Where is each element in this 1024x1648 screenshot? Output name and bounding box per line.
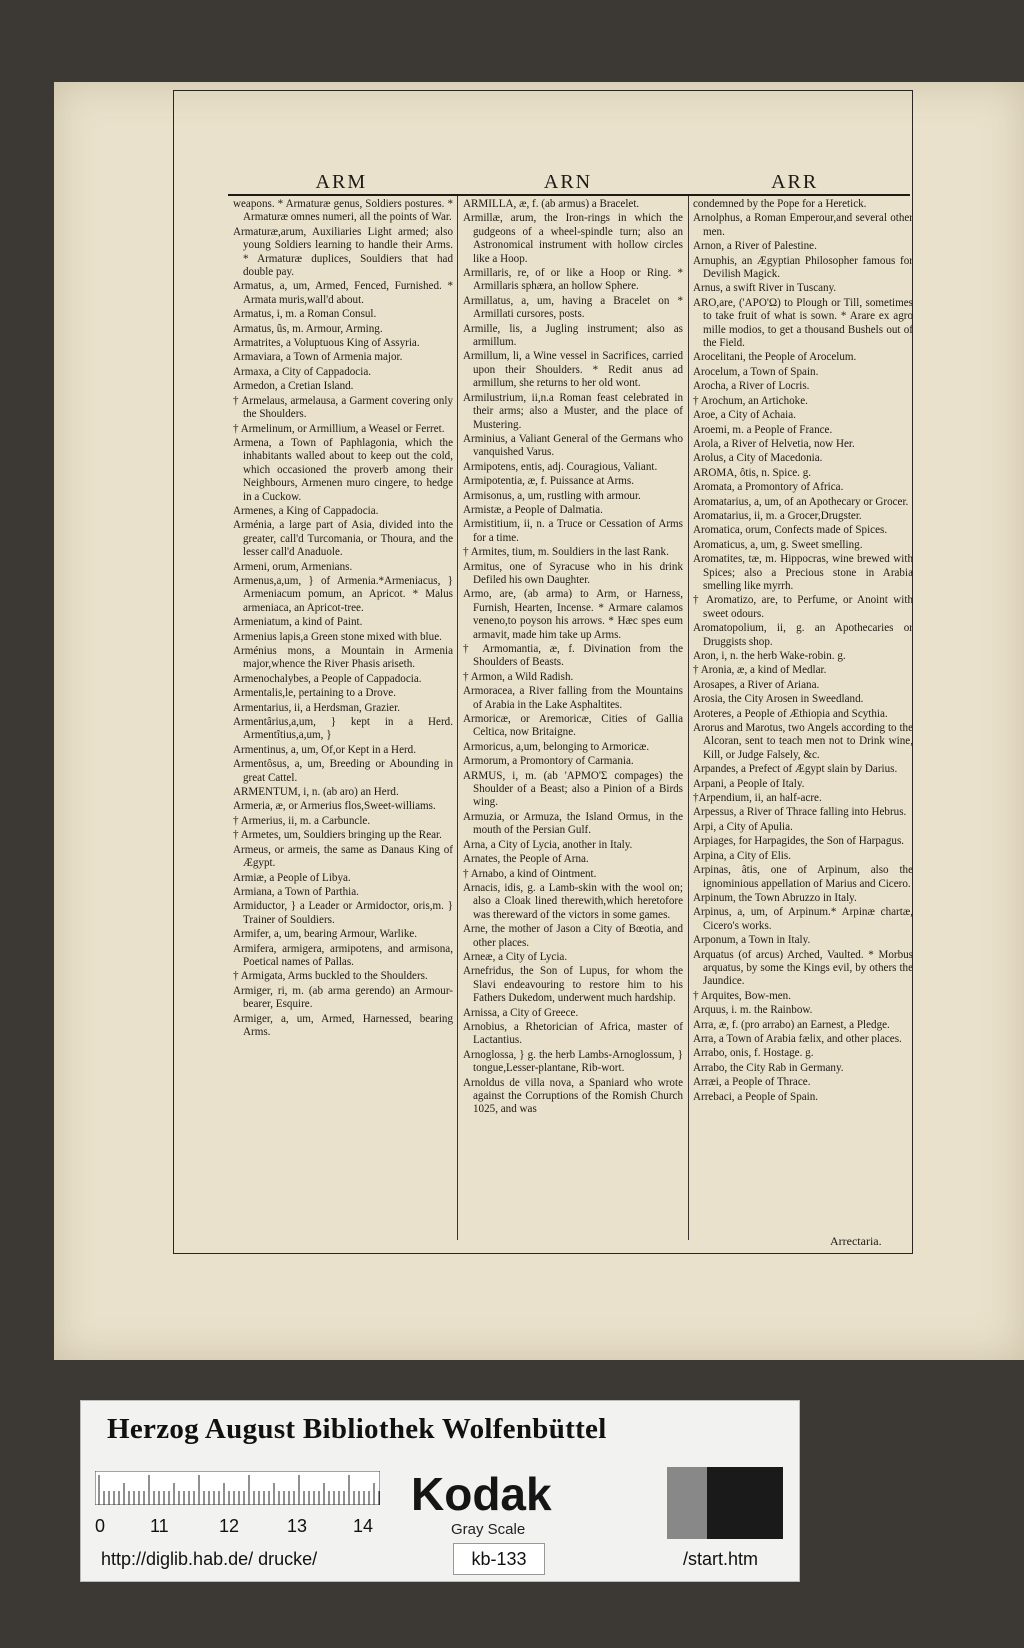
dictionary-column-2 xyxy=(463,198,683,1233)
dictionary-entry: Armiductor, } a Leader or Armidoctor, oris,m. } Trainer of Souldiers. xyxy=(233,900,453,926)
dictionary-entry: AROMA, ôtis, n. Spice. g. xyxy=(693,466,812,479)
dictionary-entry: Armaturæ,arum, Auxiliaries Light armed; also young Soldiers learning to handle their Arms. * Armaturæ duplices, Souldiers that had double pay. xyxy=(233,225,453,279)
dictionary-entry: Aromatica, orum, Confects made of Spices. xyxy=(693,524,888,537)
dictionary-entry: Arrebaci, a People of Spain. xyxy=(693,1090,819,1103)
dictionary-entry: Armistæ, a People of Dalmatia. xyxy=(463,503,603,516)
dictionary-entry: Arra, æ, f. (pro arrabo) an Earnest, a Pledge. xyxy=(693,1018,890,1031)
dictionary-entry: Armena, a Town of Paphlagonia, which the inhabitants walled about to keep out the cold, which occasioned the proverb among their Neighbours, Armenen muro cingere, to hedge in a Cuckow. xyxy=(233,436,453,503)
dictionary-entry: Arosia, the City Arosen in Sweedland. xyxy=(693,693,864,706)
start-url: /start.htm xyxy=(683,1549,759,1569)
dictionary-entry: † Armites, tium, m. Souldiers in the last Rank. xyxy=(463,546,669,559)
dictionary-entry: Arpessus, a River of Thrace falling into Hebrus. xyxy=(693,806,907,819)
dictionary-entry: Aromatarius, a, um, of an Apothecary or Grocer. xyxy=(693,495,909,508)
dictionary-entry: Armistitium, ii, n. a Truce or Cessation of Arms for a time. xyxy=(463,518,683,544)
dictionary-entry: Armuzia, or Armuza, the Island Ormus, in the mouth of the Persian Gulf. xyxy=(463,810,683,837)
dictionary-entry: ARMILLA, æ, f. (ab armus) a Bracelet. xyxy=(463,198,640,210)
dictionary-entry: Armiana, a Town of Parthia. xyxy=(233,885,359,898)
dictionary-entry: Armenius lapis,a Green stone mixed with blue. xyxy=(233,630,442,643)
dictionary-entry: Armaviara, a Town of Armenia major. xyxy=(233,351,403,364)
dictionary-entry: Armillæ, arum, the Iron-rings in which the gudgeons of a wheel-spindle turn; also an Astronomical instrument with hollow circles like a Hoop. xyxy=(463,212,683,265)
dictionary-entry: Arquus, i. m. the Rainbow. xyxy=(693,1004,813,1017)
dictionary-entry: ARMENTUM, i, n. (ab aro) an Herd. xyxy=(233,786,399,799)
dictionary-entry: Arocha, a River of Locris. xyxy=(693,380,810,393)
dictionary-entry: † Aromatizo, are, to Perfume, or Anoint with sweet odours. xyxy=(693,594,913,620)
dictionary-entry: Armatus, a, um, Armed, Fenced, Furnished. * Armata muris,wall'd about. xyxy=(233,280,453,306)
dictionary-entry: Armatus, i, m. a Roman Consul. xyxy=(233,308,377,321)
dictionary-entry: Armoricus, a,um, belonging to Armoricæ. xyxy=(463,740,650,753)
dictionary-entry: Arménia, a large part of Asia, divided into the greater, call'd Turcomania, or Thoura, and the lesser call'd Anaduole. xyxy=(233,519,453,559)
dictionary-entry: Arnoglossa, } g. the herb Lambs-Arnoglossum, } tongue,Lesser-plantane, Rib-wort. xyxy=(463,1048,683,1075)
dictionary-entry: Aron, i, n. the herb Wake-robin. g. xyxy=(693,650,846,662)
dictionary-entry: Aromatites, tæ, m. Hippocras, wine brewed with Spices; also a Precious stone in Arabia smelling like myrrh. xyxy=(693,553,913,592)
archive-label-card xyxy=(80,1400,800,1582)
dictionary-entry: Arpandes, a Prefect of Ægypt slain by Darius. xyxy=(693,763,898,776)
dictionary-entry: Arménius mons, a Mountain in Armenia major,whence the River Phasis ariseth. xyxy=(233,645,453,671)
dictionary-entry: Armaxa, a City of Cappadocia. xyxy=(233,365,372,378)
dictionary-entry: Armeniatum, a kind of Paint. xyxy=(233,616,363,629)
dictionary-entry: ARMUS, i, m. (ab 'ΑΡΜΟ'Σ compages) the Shoulder of a Beast; also a Pinion of a Birds wing. xyxy=(463,769,683,809)
dictionary-entry: Armifera, armigera, armipotens, and armisona, Poetical names of Pallas. xyxy=(233,942,453,968)
dictionary-entry: Armilustrium, ii,n.a Roman feast celebrated in their arms; also a Muster, and the place of Mustering. xyxy=(463,391,683,431)
dictionary-entry: Armille, lis, a Jugling instrument; also as armillum. xyxy=(463,322,683,349)
dictionary-entry: Armipotens, entis, adj. Couragious, Valiant. xyxy=(463,460,658,473)
dictionary-entry: Arpani, a People of Italy. xyxy=(693,777,805,790)
dictionary-entry: †Arpendium, ii, an half-acre. xyxy=(693,792,822,805)
dictionary-entry: Arpina, a City of Elis. xyxy=(693,849,791,862)
ruler-number: 11 xyxy=(150,1516,169,1536)
dictionary-entry: Armenes, a King of Cappadocia. xyxy=(233,504,379,517)
dictionary-entry: Arneæ, a City of Lycia. xyxy=(463,950,568,963)
library-url: http://diglib.hab.de/ drucke/ xyxy=(101,1549,318,1569)
dictionary-entry: Arola, a River of Helvetia, now Her. xyxy=(693,437,855,450)
running-header xyxy=(228,168,908,194)
dictionary-entry: Arosapes, a River of Ariana. xyxy=(693,678,820,691)
dictionary-entry: Arpinus, a, um, of Arpinum.* Arpinæ chartæ, Cicero's works. xyxy=(693,906,913,932)
dictionary-entry: Armatus, ûs, m. Armour, Arming. xyxy=(233,322,383,335)
dictionary-entry: Armedon, a Cretian Island. xyxy=(233,380,354,393)
dictionary-entry: Aromatopolium, ii, g. an Apothecaries or Druggists shop. xyxy=(693,622,913,648)
dictionary-entry: weapons. * Armaturæ genus, Soldiers postures. * Armaturæ omnes numeri, all the points of War. xyxy=(233,198,453,224)
dictionary-entry: † Aronia, æ, a kind of Medlar. xyxy=(693,664,827,677)
dictionary-entry: Armenochalybes, a People of Cappadocia. xyxy=(233,672,422,685)
dictionary-entry: Armiger, a, um, Armed, Harnessed, bearing Arms. xyxy=(233,1012,453,1038)
dictionary-entry: Arnissa, a City of Greece. xyxy=(463,1006,579,1019)
dictionary-entry: Arocelitani, the People of Arocelum. xyxy=(693,351,857,364)
dictionary-entry: Armentarius, ii, a Herdsman, Grazier. xyxy=(233,701,400,714)
dictionary-entry: Arnuphis, an Ægyptian Philosopher famous for Devilish Magick. xyxy=(693,254,913,281)
dictionary-entry: Arnacis, idis, g. a Lamb-skin with the wool on; also a Cloak lined therewith,which heretofore was thereward of the victors in some games. xyxy=(463,881,683,921)
dictionary-entry: Armentârius,a,um, } kept in a Herd. Armentîtius,a,um, } xyxy=(233,716,453,742)
dictionary-entry: condemned by the Pope for a Heretick. xyxy=(693,198,867,210)
dictionary-entry: Arræi, a People of Thrace. xyxy=(693,1076,811,1089)
dictionary-entry: Arpinas, âtis, one of Arpinum, also the ignominious appellation of Marius and Cicero. xyxy=(693,864,913,890)
dictionary-entry: Aromata, a Promontory of Africa. xyxy=(693,481,844,494)
dictionary-entry: Arpiages, for Harpagides, the Son of Harpagus. xyxy=(693,835,905,848)
dictionary-entry: Armillaris, re, of or like a Hoop or Ring. * Armillaris sphæra, an hollow Sphere. xyxy=(463,267,683,293)
dictionary-entry: Arnolphus, a Roman Emperour,and several other men. xyxy=(693,212,913,238)
dictionary-entry: Arorus and Marotus, two Angels according to the Alcoran, sent to teach men not to Drink wine, Kill, or Judge Falsely, &c. xyxy=(693,722,913,761)
header-rule xyxy=(228,194,910,196)
column-divider xyxy=(457,196,458,1240)
shelf-code: kb-133 xyxy=(453,1543,545,1575)
dictionary-entry: † Armomantia, æ, f. Divination from the Shoulders of Beasts. xyxy=(463,643,683,669)
gray-patch xyxy=(667,1467,707,1539)
ruler-number: 14 xyxy=(353,1516,374,1536)
dictionary-entry: Arra, a Town of Arabia fælix, and other places. xyxy=(693,1032,902,1045)
ruler-scale xyxy=(95,1471,380,1505)
dictionary-entry: † Armon, a Wild Radish. xyxy=(463,670,574,683)
dictionary-entry: Arquatus (of arcus) Arched, Vaulted. * Morbus arquatus, by some the Kings evil, by others the Jaundice. xyxy=(693,948,913,988)
dictionary-entry: † Armelaus, armelausa, a Garment covering only the Shoulders. xyxy=(233,394,453,421)
library-name: Herzog August Bibliothek Wolfenbüttel xyxy=(107,1413,607,1445)
dictionary-entry: Armoracea, a River falling from the Mountains of Arabia in the Lake Asphaltites. xyxy=(463,685,683,711)
dictionary-entry: Armentinus, a, um, Of,or Kept in a Herd. xyxy=(233,743,417,756)
dictionary-entry: † Armerius, ii, m. a Carbuncle. xyxy=(233,814,371,827)
kodak-logo: Kodak xyxy=(411,1468,552,1520)
ruler-number: 0 xyxy=(95,1516,106,1536)
dictionary-entry: Aroemi, m. a People of France. xyxy=(693,423,833,436)
dictionary-entry: Arolus, a City of Macedonia. xyxy=(693,452,823,465)
dictionary-entry: Armeria, æ, or Armerius flos,Sweet-williams. xyxy=(233,800,436,813)
dictionary-entry: Arponum, a Town in Italy. xyxy=(693,934,811,947)
header-left: ARM xyxy=(315,171,368,193)
gray-scale-label: Gray Scale xyxy=(451,1521,526,1538)
dictionary-entry: Armillum, li, a Wine vessel in Sacrifices, carried upon their Shoulders. * Redit anus ad armillum, she returns to her old wont. xyxy=(463,350,683,390)
dictionary-entry: † Armetes, um, Souldiers bringing up the Rear. xyxy=(233,829,442,842)
dictionary-entry: Arrabo, onis, f. Hostage. g. xyxy=(693,1047,814,1060)
dictionary-entry: Aroe, a City of Achaia. xyxy=(693,409,796,422)
dictionary-entry: Arocelum, a Town of Spain. xyxy=(693,365,819,378)
dictionary-entry: Arnus, a swift River in Tuscany. xyxy=(693,282,837,295)
ruler-number: 13 xyxy=(287,1516,308,1536)
dictionary-entry: † Arnabo, a kind of Ointment. xyxy=(463,867,597,880)
dictionary-entry: Armisonus, a, um, rustling with armour. xyxy=(463,489,641,502)
dictionary-entry: Armentôsus, a, um, Breeding or Abounding in great Cattel. xyxy=(233,758,453,784)
dictionary-entry: Armiger, ri, m. (ab arma gerendo) an Armour-bearer, Esquire. xyxy=(233,984,453,1011)
dictionary-entry: Aromatarius, ii, m. a Grocer,Drugster. xyxy=(693,509,862,522)
dictionary-entry: Armeni, orum, Armenians. xyxy=(233,560,353,573)
ruler-numbers xyxy=(95,1516,415,1540)
dictionary-entry: Aroteres, a People of Æthiopia and Scythia. xyxy=(693,707,888,720)
column-divider xyxy=(688,196,689,1240)
dictionary-entry: Armifer, a, um, bearing Armour, Warlike. xyxy=(233,928,418,941)
dictionary-entry: † Armelinum, or Armillium, a Weasel or Ferret. xyxy=(233,422,445,435)
dictionary-entry: Armatrites, a Voluptuous King of Assyria. xyxy=(233,337,420,350)
dictionary-entry: Arnefridus, the Son of Lupus, for whom the Slavi endeavouring to restore him to his Fathers Dukedom, underwent much hardship. xyxy=(463,965,683,1005)
dictionary-entry: Arnates, the People of Arna. xyxy=(463,853,589,866)
dictionary-entry: Armipotentia, æ, f. Puissance at Arms. xyxy=(463,475,635,488)
dictionary-entry: Armenus,a,um, } of Armenia.*Armeniacus, } Armeniacum pomum, an Apricot. * Malus armeniaca, an Apricot-tree. xyxy=(233,574,453,614)
black-patch xyxy=(707,1467,783,1539)
dictionary-entry: Arpinum, the Town Abruzzo in Italy. xyxy=(693,891,857,904)
dictionary-entry: Arnoldus de villa nova, a Spaniard who wrote against the Corruptions of the Romish Church 1025, and was xyxy=(463,1076,683,1116)
dictionary-entry: Armeus, or armeis, the same as Danaus King of Ægypt. xyxy=(233,843,453,870)
dictionary-column-1 xyxy=(233,198,453,1233)
dictionary-entry: Armo, are, (ab arma) to Arm, or Harness, Furnish, Hearten, Incense. * Armare calamos veneno,to poyson his arrows. * Hæc spes eum armavit, made him take up Arms. xyxy=(463,588,683,641)
catchword: Arrectaria. xyxy=(830,1234,882,1248)
dictionary-entry: Arnon, a River of Palestine. xyxy=(693,240,817,253)
dictionary-entry: † Arochum, an Artichoke. xyxy=(693,394,808,407)
dictionary-entry: Aromaticus, a, um, g. Sweet smelling. xyxy=(693,538,863,551)
dictionary-entry: Armitus, one of Syracuse who in his drink Defiled his own Daughter. xyxy=(463,560,683,586)
dictionary-entry: Armillatus, a, um, having a Bracelet on * Armillati cursores, posts. xyxy=(463,294,683,321)
dictionary-entry: Armoricæ, or Aremoricæ, Cities of Gallia Celtica, now Britaigne. xyxy=(463,713,683,739)
dictionary-entry: Arne, the mother of Jason a City of Bœotia, and other places. xyxy=(463,923,683,949)
dictionary-column-3 xyxy=(693,198,913,1233)
dictionary-entry: † Armigata, Arms buckled to the Shoulders. xyxy=(233,970,428,983)
header-center: ARN xyxy=(543,171,593,193)
dictionary-entry: † Arquites, Bow-men. xyxy=(693,989,791,1002)
dictionary-entry: Armentalis,le, pertaining to a Drove. xyxy=(233,687,396,700)
dictionary-entry: Armiæ, a People of Libya. xyxy=(233,871,351,884)
header-right: ARR xyxy=(771,171,819,193)
dictionary-entry: Arpi, a City of Apulia. xyxy=(693,820,793,833)
dictionary-entry: Arnobius, a Rhetorician of Africa, master of Lactantius. xyxy=(463,1020,683,1047)
dictionary-entry: Arminius, a Valiant General of the Germans who vanquished Varus. xyxy=(463,432,683,459)
dictionary-entry: Armorum, a Promontory of Carmania. xyxy=(463,755,634,768)
dictionary-entry: Arrabo, the City Rab in Germany. xyxy=(693,1061,844,1074)
ruler-number: 12 xyxy=(219,1516,240,1536)
dictionary-entry: ARO,are, ('ΑΡΟ'Ω) to Plough or Till, sometimes to take fruit of what is sown. * Arare ex agro mille modios, to get a thousand Bushels out of the Field. xyxy=(693,296,913,350)
dictionary-entry: Arna, a City of Lycia, another in Italy. xyxy=(463,838,633,851)
